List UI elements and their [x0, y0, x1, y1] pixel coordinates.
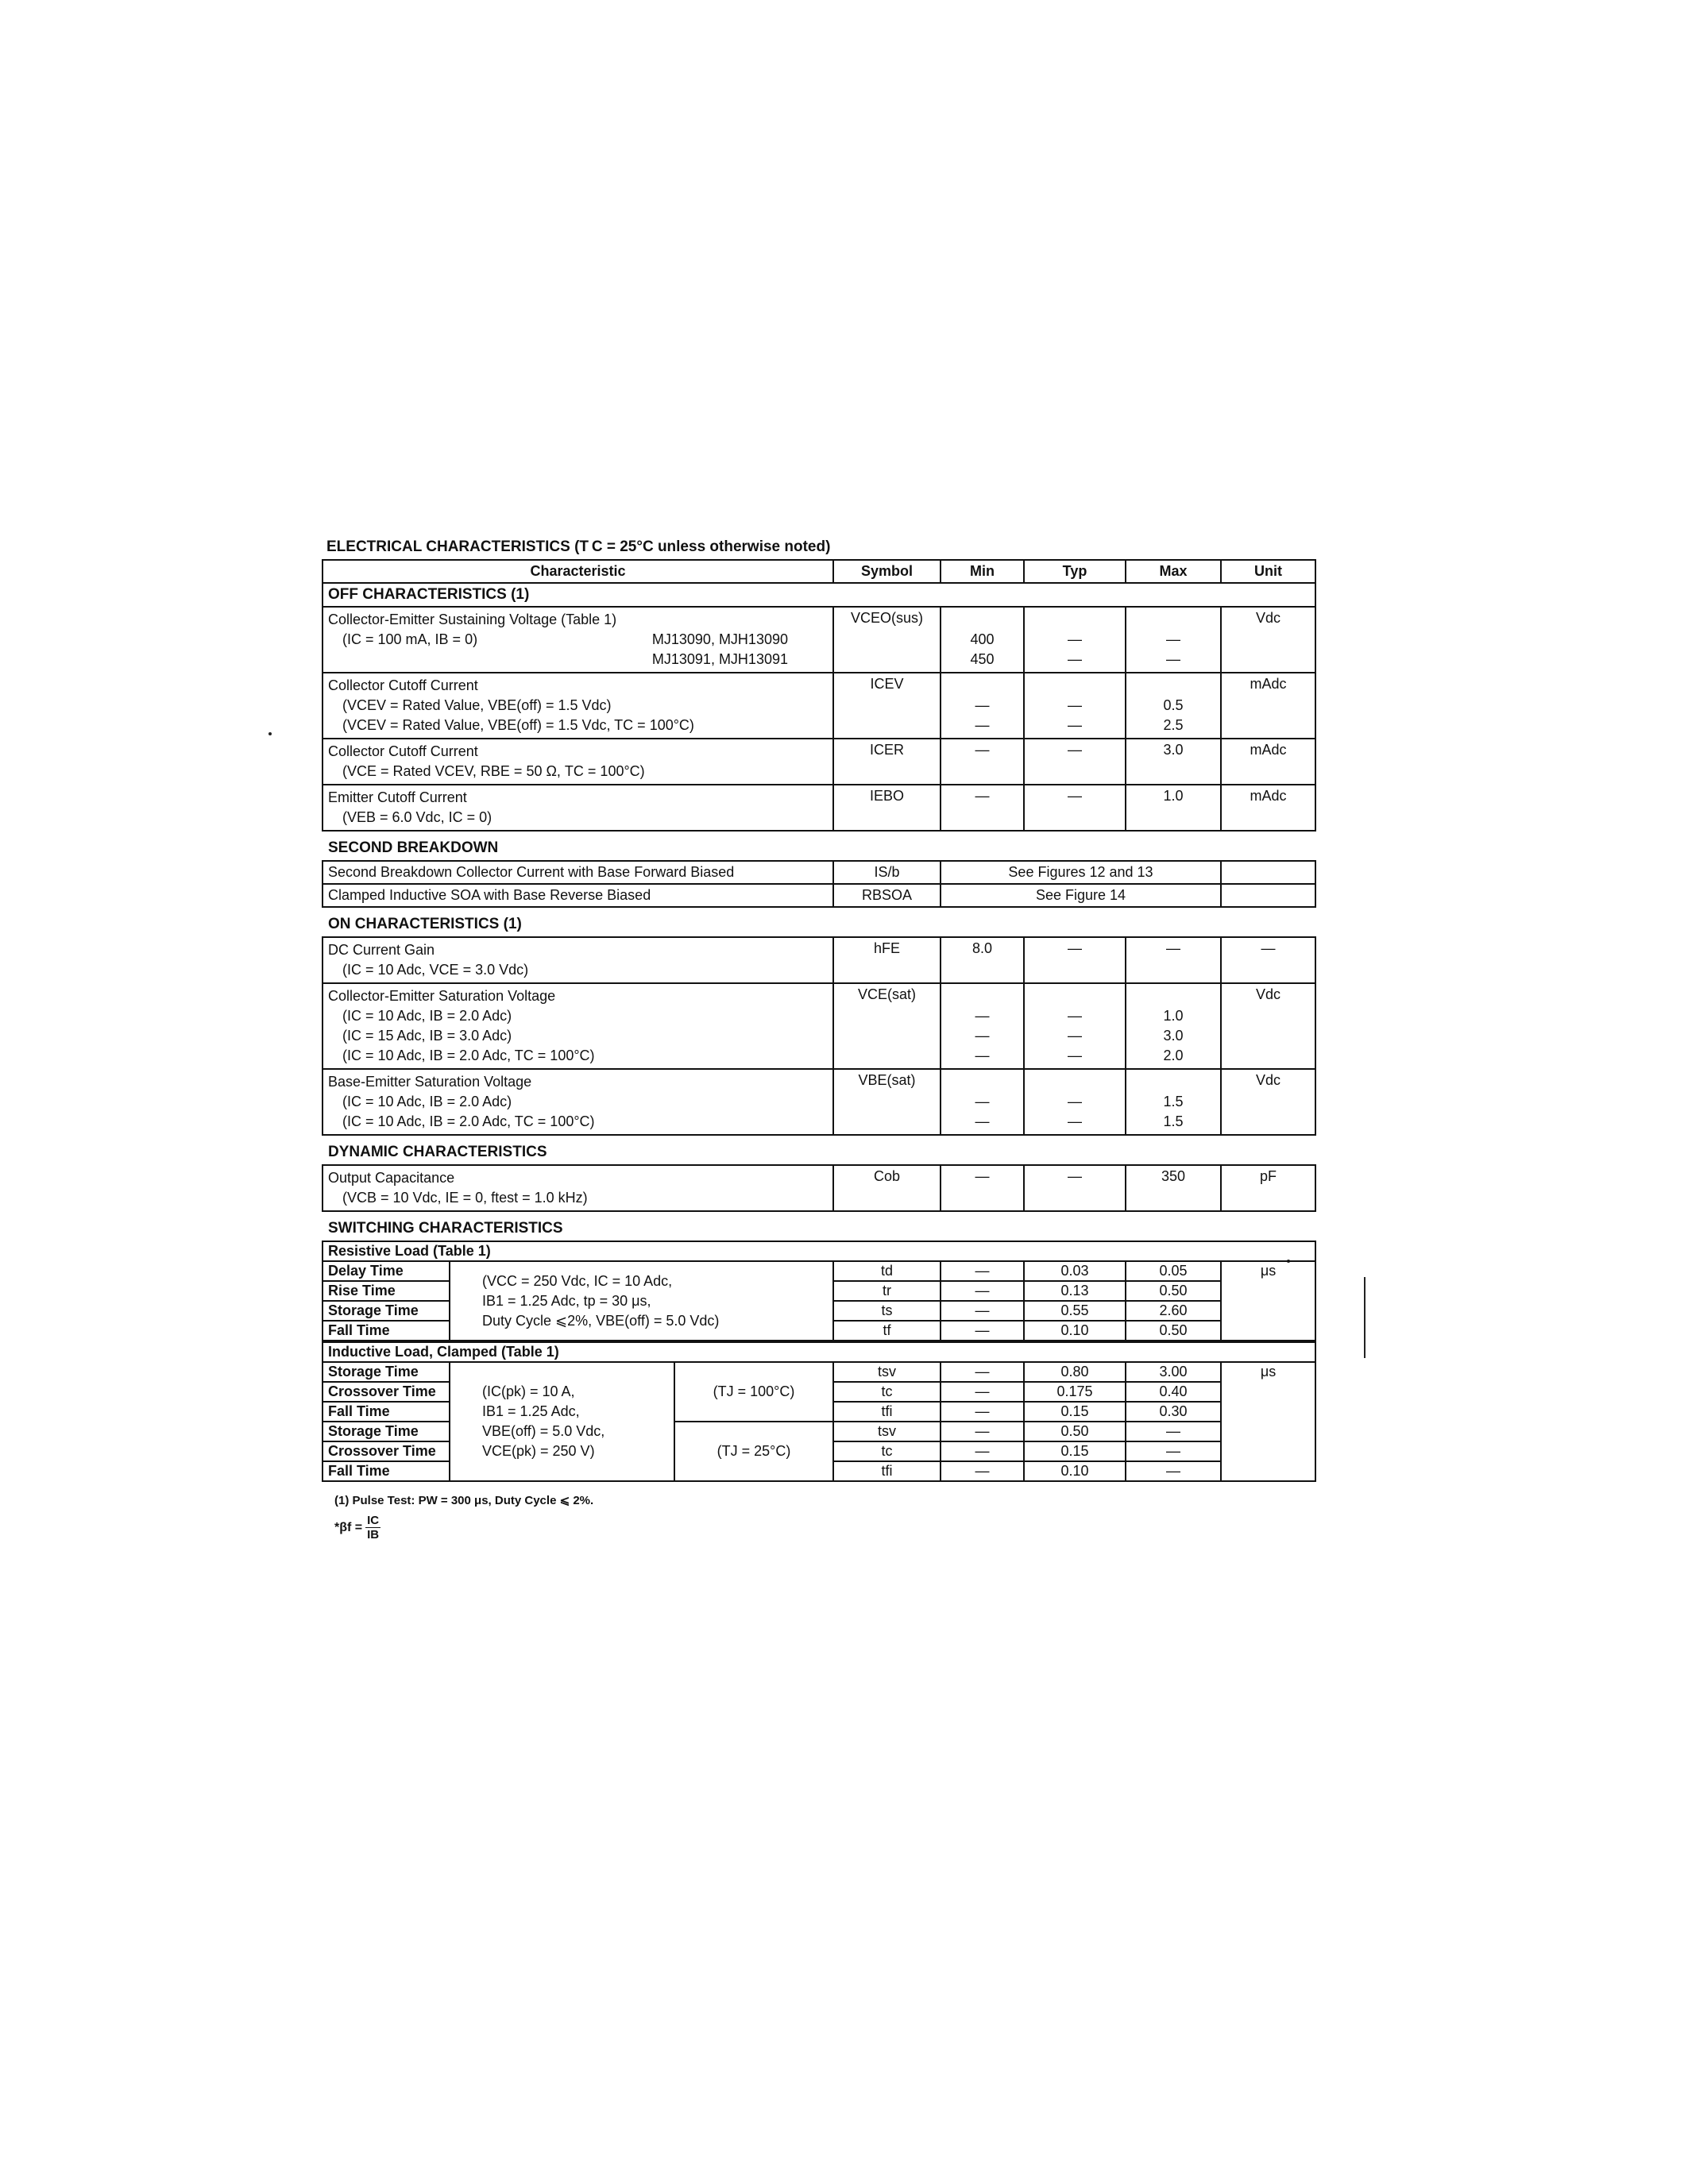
datasheet-page	[322, 538, 1331, 1542]
table-row	[323, 983, 1315, 1069]
typ-value: —	[1024, 1165, 1126, 1211]
typ-value: 0.15	[1024, 1402, 1126, 1422]
max-value: 1.5	[1163, 1113, 1184, 1129]
section-second-title: SECOND BREAKDOWN	[328, 839, 499, 856]
row-condition: (VCB = 10 Vdc, IE = 0, ftest = 1.0 kHz)	[342, 1190, 588, 1206]
row-symbol: VCEO(sus)	[833, 607, 941, 673]
typ-value: —	[1068, 1008, 1082, 1024]
min-value: —	[941, 1441, 1024, 1461]
row-unit: mAdc	[1221, 739, 1315, 785]
row-symbol: IS/b	[833, 861, 941, 884]
min-value: —	[941, 1402, 1024, 1422]
row-unit: —	[1221, 937, 1315, 983]
row-name: Fall Time	[323, 1402, 450, 1422]
beta-formula	[334, 1514, 1331, 1542]
row-condition: (VCC = 250 Vdc, IC = 10 Adc,	[482, 1272, 673, 1289]
row-condition: Duty Cycle ⩽2%, VBE(off) = 5.0 Vdc)	[482, 1312, 720, 1329]
row-symbol: td	[833, 1261, 941, 1281]
part-number: MJ13090, MJH13090	[651, 631, 788, 647]
row-condition: (VCEV = Rated Value, VBE(off) = 1.5 Vdc)	[342, 697, 612, 713]
max-value: 350	[1126, 1165, 1221, 1211]
max-value: 0.40	[1126, 1382, 1221, 1402]
row-symbol: tfi	[833, 1461, 941, 1481]
typ-value: —	[1068, 1028, 1082, 1044]
typ-value: —	[1068, 631, 1082, 647]
row-condition: (IC = 100 mA, IB = 0)	[342, 631, 478, 647]
min-value: —	[941, 1301, 1024, 1321]
row-symbol: VBE(sat)	[833, 1069, 941, 1135]
row-condition: IB1 = 1.25 Adc, tp = 30 μs,	[482, 1292, 651, 1309]
on-table	[322, 936, 1316, 1136]
resistive-load-title: Resistive Load (Table 1)	[323, 1241, 1315, 1261]
min-value: —	[941, 785, 1024, 831]
row-symbol: tr	[833, 1281, 941, 1301]
resistive-load-table	[322, 1241, 1316, 1341]
beta-numerator: IC	[367, 1514, 380, 1527]
max-value: —	[1166, 651, 1180, 667]
header-characteristic: Characteristic	[323, 560, 833, 583]
row-reference: See Figures 12 and 13	[941, 861, 1221, 884]
row-unit: pF	[1221, 1165, 1315, 1211]
max-value: 1.0	[1126, 785, 1221, 831]
row-condition: (IC = 15 Adc, IB = 3.0 Adc)	[342, 1028, 512, 1044]
typ-value: —	[1024, 785, 1126, 831]
table-row	[323, 1362, 1315, 1382]
header-min: Min	[941, 560, 1024, 583]
row-name: Output Capacitance	[328, 1170, 455, 1186]
max-value: —	[1126, 1422, 1221, 1441]
min-value: —	[975, 1028, 990, 1044]
beta-denominator: IB	[367, 1528, 380, 1542]
row-condition: (IC = 10 Adc, IB = 2.0 Adc)	[342, 1008, 512, 1024]
row-condition: (IC = 10 Adc, VCE = 3.0 Vdc)	[342, 962, 529, 978]
typ-value: —	[1068, 717, 1082, 733]
max-value: —	[1166, 631, 1180, 647]
min-value: —	[975, 1113, 990, 1129]
dynamic-table	[322, 1164, 1316, 1212]
table-row	[323, 884, 1315, 907]
min-value: —	[975, 697, 990, 713]
row-condition: (IC = 10 Adc, IB = 2.0 Adc, TC = 100°C)	[342, 1113, 595, 1129]
row-name: Crossover Time	[323, 1441, 450, 1461]
row-name: Storage Time	[323, 1301, 450, 1321]
scan-speck	[268, 732, 272, 735]
table-row	[323, 739, 1315, 785]
typ-value: —	[1068, 1048, 1082, 1063]
min-value: —	[975, 717, 990, 733]
table-row	[323, 1261, 1315, 1281]
header-max: Max	[1126, 560, 1221, 583]
row-symbol: RBSOA	[833, 884, 941, 907]
min-value: —	[941, 1165, 1024, 1211]
section-switching-title: SWITCHING CHARACTERISTICS	[328, 1220, 563, 1237]
row-symbol: VCE(sat)	[833, 983, 941, 1069]
typ-value: 0.10	[1024, 1461, 1126, 1481]
row-symbol: tc	[833, 1441, 941, 1461]
max-value: 3.0	[1163, 1028, 1184, 1044]
row-name: Crossover Time	[323, 1382, 450, 1402]
inductive-load-title: Inductive Load, Clamped (Table 1)	[323, 1342, 1315, 1362]
row-name: Collector Cutoff Current	[328, 677, 478, 693]
row-symbol: Cob	[833, 1165, 941, 1211]
max-value: 3.00	[1126, 1362, 1221, 1382]
row-name: Collector-Emitter Saturation Voltage	[328, 988, 556, 1004]
off-table	[322, 559, 1316, 832]
max-value: 2.60	[1126, 1301, 1221, 1321]
typ-value: —	[1068, 697, 1082, 713]
row-symbol: ICER	[833, 739, 941, 785]
row-name: Rise Time	[323, 1281, 450, 1301]
table-row	[323, 1069, 1315, 1135]
page-title: ELECTRICAL CHARACTERISTICS (T C = 25°C unless otherwise noted)	[326, 538, 831, 555]
row-symbol: tsv	[833, 1422, 941, 1441]
row-name: Storage Time	[323, 1362, 450, 1382]
second-breakdown-table	[322, 860, 1316, 908]
row-condition: (VCE = Rated VCEV, RBE = 50 Ω, TC = 100°C)	[342, 763, 645, 779]
row-unit: μs	[1221, 1261, 1315, 1341]
max-value: 3.0	[1126, 739, 1221, 785]
row-symbol: tf	[833, 1321, 941, 1341]
header-symbol: Symbol	[833, 560, 941, 583]
min-value: 400	[970, 631, 995, 647]
min-value: —	[941, 1281, 1024, 1301]
row-unit: Vdc	[1221, 983, 1315, 1069]
row-condition: VBE(off) = 5.0 Vdc,	[482, 1423, 605, 1439]
min-value: —	[941, 1382, 1024, 1402]
row-symbol: tfi	[833, 1402, 941, 1422]
min-value: —	[941, 1362, 1024, 1382]
min-value: 450	[970, 651, 995, 667]
max-value: 2.5	[1163, 717, 1184, 733]
min-value: 8.0	[941, 937, 1024, 983]
row-reference: See Figure 14	[941, 884, 1221, 907]
temperature-condition: (TJ = 25°C)	[674, 1422, 833, 1481]
max-value: 1.0	[1163, 1008, 1184, 1024]
typ-value: —	[1068, 1113, 1082, 1129]
row-condition: (VEB = 6.0 Vdc, IC = 0)	[342, 809, 492, 825]
typ-value: —	[1068, 1094, 1082, 1109]
row-unit: mAdc	[1221, 673, 1315, 739]
typ-value: 0.175	[1024, 1382, 1126, 1402]
scan-mark	[1364, 1277, 1365, 1358]
row-unit: Vdc	[1221, 607, 1315, 673]
beta-fraction	[365, 1514, 380, 1542]
row-name: Fall Time	[323, 1461, 450, 1481]
typ-value: 0.10	[1024, 1321, 1126, 1341]
min-value: —	[975, 1094, 990, 1109]
row-condition: (IC = 10 Adc, IB = 2.0 Adc)	[342, 1094, 512, 1109]
row-symbol: ts	[833, 1301, 941, 1321]
max-value: 0.05	[1126, 1261, 1221, 1281]
max-value: 0.5	[1163, 697, 1184, 713]
row-unit: mAdc	[1221, 785, 1315, 831]
header-row	[323, 560, 1315, 583]
beta-lhs: *βf =	[334, 1520, 363, 1534]
row-symbol: hFE	[833, 937, 941, 983]
temperature-condition: (TJ = 100°C)	[674, 1362, 833, 1422]
row-condition: (IC(pk) = 10 A,	[482, 1383, 575, 1399]
min-value: —	[941, 1261, 1024, 1281]
row-name: Collector Cutoff Current	[328, 743, 478, 759]
row-symbol: tsv	[833, 1362, 941, 1382]
section-on-title: ON CHARACTERISTICS (1)	[328, 916, 522, 932]
max-value: —	[1126, 937, 1221, 983]
row-name: Delay Time	[323, 1261, 450, 1281]
row-name: Emitter Cutoff Current	[328, 789, 467, 805]
header-unit: Unit	[1221, 560, 1315, 583]
row-unit: μs	[1221, 1362, 1315, 1481]
max-value: 1.5	[1163, 1094, 1184, 1109]
min-value: —	[975, 1048, 990, 1063]
row-symbol: IEBO	[833, 785, 941, 831]
min-value: —	[941, 1461, 1024, 1481]
typ-value: 0.03	[1024, 1261, 1126, 1281]
section-dynamic-title: DYNAMIC CHARACTERISTICS	[328, 1144, 547, 1160]
typ-value: —	[1024, 937, 1126, 983]
row-unit: Vdc	[1221, 1069, 1315, 1135]
max-value: —	[1126, 1441, 1221, 1461]
row-symbol: ICEV	[833, 673, 941, 739]
part-number: MJ13091, MJH13091	[651, 651, 788, 667]
row-name: Base-Emitter Saturation Voltage	[328, 1074, 532, 1090]
row-name: Collector-Emitter Sustaining Voltage (Table 1)	[328, 612, 617, 627]
min-value: —	[941, 1422, 1024, 1441]
row-condition: (VCEV = Rated Value, VBE(off) = 1.5 Vdc, TC = 100°C)	[342, 717, 694, 733]
max-value: 0.30	[1126, 1402, 1221, 1422]
inductive-load-table	[322, 1341, 1316, 1482]
typ-value: 0.55	[1024, 1301, 1126, 1321]
typ-value: 0.50	[1024, 1422, 1126, 1441]
typ-value: 0.13	[1024, 1281, 1126, 1301]
table-row	[323, 607, 1315, 673]
table-row	[323, 937, 1315, 983]
section-off-title: OFF CHARACTERISTICS (1)	[323, 583, 1315, 607]
min-value: —	[941, 1321, 1024, 1341]
max-value: 0.50	[1126, 1281, 1221, 1301]
row-name: Storage Time	[323, 1422, 450, 1441]
min-value: —	[941, 739, 1024, 785]
row-name: Second Breakdown Collector Current with Base Forward Biased	[323, 861, 833, 884]
typ-value: —	[1068, 651, 1082, 667]
row-name: Fall Time	[323, 1321, 450, 1341]
max-value: 0.50	[1126, 1321, 1221, 1341]
row-name: DC Current Gain	[328, 942, 435, 958]
typ-value: 0.15	[1024, 1441, 1126, 1461]
max-value: —	[1126, 1461, 1221, 1481]
row-symbol: tc	[833, 1382, 941, 1402]
max-value: 2.0	[1163, 1048, 1184, 1063]
typ-value: 0.80	[1024, 1362, 1126, 1382]
table-row	[323, 673, 1315, 739]
typ-value: —	[1024, 739, 1126, 785]
table-row	[323, 785, 1315, 831]
header-typ: Typ	[1024, 560, 1126, 583]
row-condition: VCE(pk) = 250 V)	[482, 1443, 595, 1459]
table-row	[323, 1165, 1315, 1211]
min-value: —	[975, 1008, 990, 1024]
row-name: Clamped Inductive SOA with Base Reverse Biased	[323, 884, 833, 907]
row-condition: (IC = 10 Adc, IB = 2.0 Adc, TC = 100°C)	[342, 1048, 595, 1063]
footnote: (1) Pulse Test: PW = 300 μs, Duty Cycle ⩽ 2%.	[334, 1494, 594, 1507]
row-condition: IB1 = 1.25 Adc,	[482, 1403, 580, 1419]
table-row	[323, 861, 1315, 884]
